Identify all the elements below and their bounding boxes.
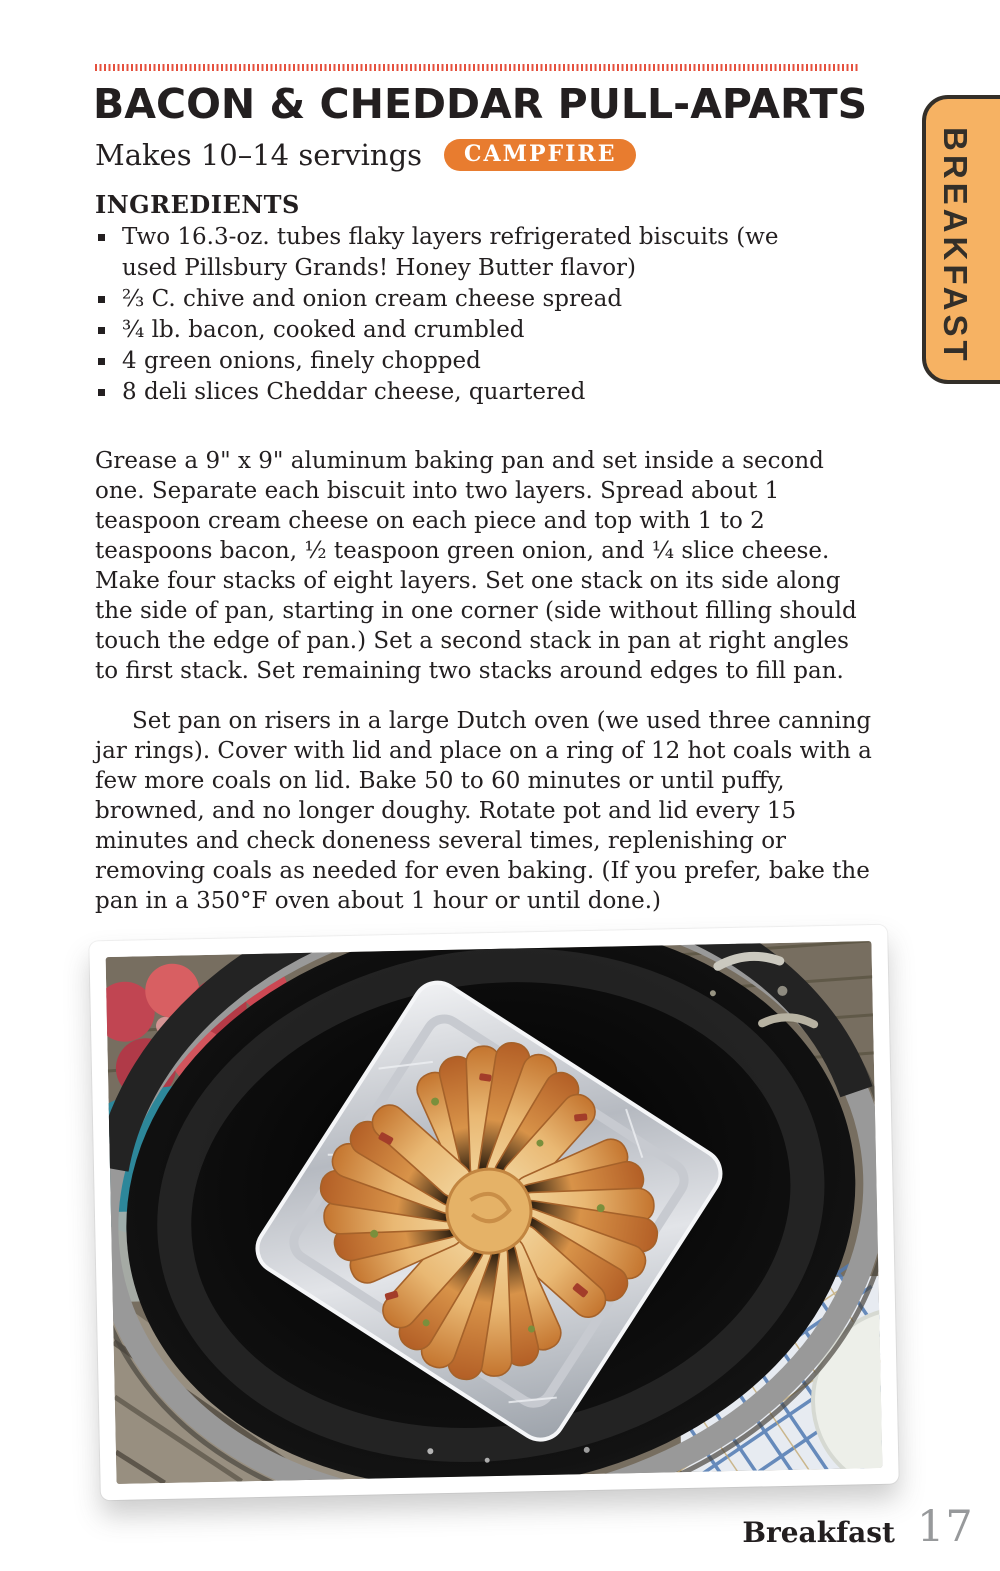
ingredient-item: 4 green onions, finely chopped bbox=[95, 346, 795, 377]
recipe-photo bbox=[89, 925, 899, 1501]
breakfast-tab-label: BREAKFAST bbox=[937, 126, 974, 365]
servings-row bbox=[95, 138, 636, 172]
page-number: 17 bbox=[917, 1502, 974, 1552]
ingredients-heading: INGREDIENTS bbox=[95, 190, 300, 219]
recipe-photo-illustration bbox=[106, 941, 883, 1484]
recipe-title: BACON & CHEDDAR PULL-APARTS bbox=[93, 80, 868, 128]
ingredient-item: 8 deli slices Cheddar cheese, quartered bbox=[95, 377, 795, 408]
ingredient-item: Two 16.3-oz. tubes flaky layers refrigerated biscuits (we used Pillsbury Grands! Honey Butter flavor) bbox=[95, 222, 795, 284]
ingredients-list bbox=[95, 222, 795, 408]
instructions-paragraph-1: Grease a 9" x 9" aluminum baking pan and set inside a second one. Separate each biscuit into two layers. Spread about 1 teaspoon cream cheese on each piece and top with 1 to 2 teaspoons bacon, ½ teaspoon green onion, and ¼ slice cheese. Make four stacks of eight layers. Set one stack on its side along the side of pan, starting in one corner (side without filling should touch the edge of pan.) Set a second stack in pan at right angles to first stack. Set remaining two stacks around edges to fill pan. bbox=[95, 448, 857, 684]
campfire-badge: CAMPFIRE bbox=[444, 139, 636, 171]
ingredient-item: ⅔ C. chive and onion cream cheese spread bbox=[95, 284, 795, 315]
breakfast-tab bbox=[922, 95, 1000, 384]
footer-section-label: Breakfast bbox=[742, 1516, 895, 1549]
decorative-dotted-rule bbox=[95, 64, 860, 71]
ingredient-item: ¾ lb. bacon, cooked and crumbled bbox=[95, 315, 795, 346]
instructions-paragraph-2: Set pan on risers in a large Dutch oven (we used three canning jar rings). Cover with lid and place on a ring of 12 hot coals with a few more coals on lid. Bake 50 to 60 minutes or until puffy, browned, and no longer doughy. Rotate pot and lid every 15 minutes and check doneness several times, replenishing or removing coals as needed for even baking. (If you prefer, bake the pan in a 350°F oven about 1 hour or until done.) bbox=[95, 708, 872, 914]
servings-text: Makes 10–14 servings bbox=[95, 138, 423, 172]
